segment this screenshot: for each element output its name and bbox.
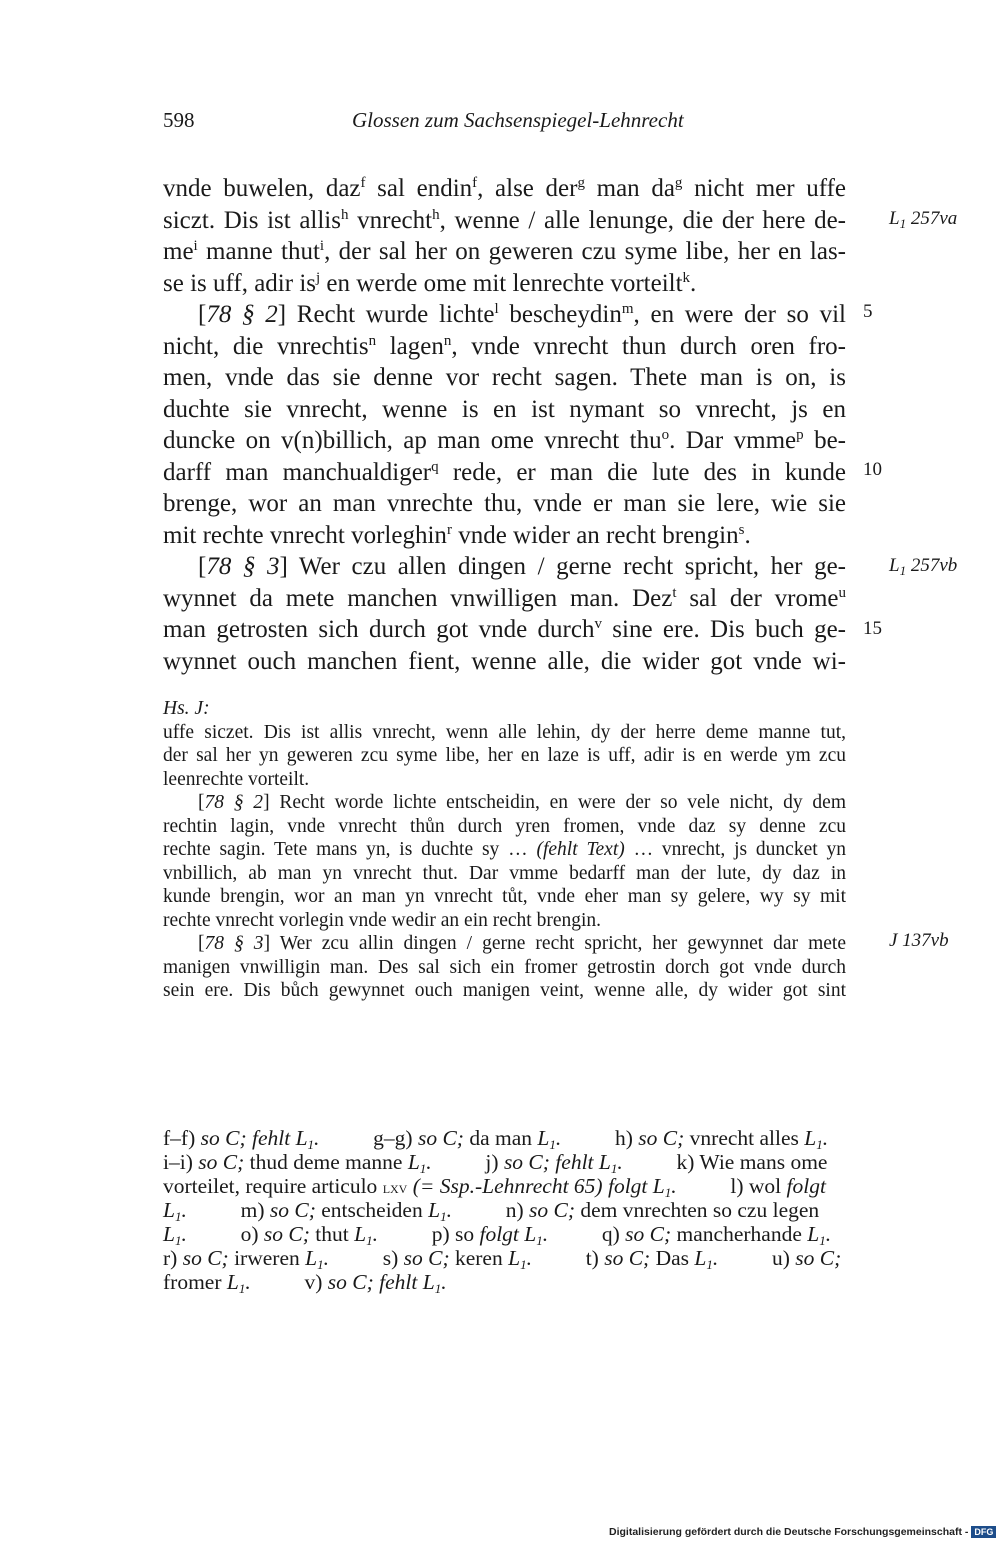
text-run: wynnet ouch manchen fient, wenne alle, die wider got vnde wi- — [163, 647, 846, 675]
text-run: sine ere. Dis buch ge- — [601, 616, 846, 643]
text-run: men, vnde das sie denne vor recht sagen. Thete man is on, is — [163, 364, 846, 391]
text-run: rechte vnrecht vorlegin vnde wedir an ein recht brengin. — [163, 909, 602, 931]
margin-folio-ref — [889, 208, 957, 230]
text-run: [ — [198, 301, 207, 328]
italic-run: L — [508, 1246, 521, 1270]
subscript: 1 — [816, 1137, 823, 1152]
italic-run: . — [245, 1270, 251, 1294]
text-run: lagen — [376, 332, 444, 360]
italic-run: L — [163, 1222, 175, 1246]
italic-run: . — [712, 1246, 719, 1270]
text-run: , alse der — [477, 175, 578, 202]
text-run: entscheiden — [315, 1198, 429, 1222]
apparatus-line — [163, 1150, 846, 1174]
text-run: 257vb — [906, 555, 958, 576]
italic-run: L — [354, 1222, 367, 1246]
footnote-marker: u — [838, 584, 847, 601]
italic-run: so C; — [795, 1246, 842, 1270]
subscript: 1 — [366, 1233, 373, 1248]
margin-folio-ref: J 137vb — [889, 930, 949, 951]
text-line — [163, 268, 846, 300]
italic-run: so C; — [263, 1222, 310, 1246]
text-run: L — [889, 555, 900, 576]
text-run: ] Wer czu allen dingen / gerne recht spricht, her ge- — [279, 553, 846, 580]
variant-line — [163, 791, 846, 815]
footnote-marker: h — [432, 206, 440, 223]
text-run: rechtin lagin, vnde vnrecht thůn durch yren fromen, vnde daz sy denne zcu — [163, 815, 846, 837]
text-run: thut — [309, 1222, 355, 1246]
text-line — [163, 425, 846, 457]
variant-line — [163, 768, 846, 792]
text-run: Das — [650, 1246, 695, 1270]
text-line — [163, 488, 846, 520]
text-line — [163, 205, 846, 237]
subscript: 1 — [307, 1137, 315, 1152]
apparatus-line — [163, 1198, 846, 1222]
italic-run: . — [542, 1222, 549, 1246]
italic-run: L — [305, 1246, 318, 1270]
text-run: f–f) — [163, 1126, 201, 1150]
footnote-marker: f — [360, 175, 366, 191]
text-run: [ — [198, 553, 207, 580]
footnote-marker: h — [340, 206, 349, 223]
text-run: keren — [449, 1246, 509, 1270]
italic-run: so C; — [625, 1222, 672, 1246]
digitization-credit — [609, 1526, 996, 1538]
text-run: … vnrecht, js duncket yn — [624, 839, 846, 860]
variant-line — [163, 932, 846, 956]
variant-line — [163, 979, 846, 1003]
italic-run: . — [822, 1126, 829, 1150]
subscript: 1 — [610, 1161, 618, 1176]
italic-run: 78 § 3 — [204, 933, 264, 954]
text-run: ] Recht wurde lichte — [277, 301, 495, 328]
text-run: vnrecht alles — [684, 1126, 805, 1150]
subscript: 1 — [819, 1233, 826, 1248]
footnote-marker: p — [796, 427, 804, 443]
text-run: wynnet da mete manchen vnwilligen man. Dez — [163, 584, 673, 612]
text-run: j) — [431, 1150, 504, 1174]
italic-run: so C; — [269, 1198, 316, 1222]
footnote-marker: g — [577, 175, 585, 191]
text-run: uffe siczet. Dis ist allis vnrecht, wenn alle lehin, dy der herre deme manne tut, — [163, 721, 846, 743]
folio-ref-text — [889, 208, 957, 229]
text-run: dem vnrechten so czu legen — [575, 1198, 820, 1222]
text-run: nicht, die vnrechtis — [163, 332, 369, 360]
text-run: , en were der so vil — [633, 301, 846, 328]
italic-run: . — [446, 1198, 452, 1222]
text-line — [163, 614, 846, 646]
text-run: mancherhande — [671, 1222, 808, 1246]
text-run: vnde wider an recht brengin — [451, 521, 739, 549]
subscript: 1 — [706, 1257, 713, 1272]
italic-run: so C; — [604, 1246, 651, 1270]
italic-run: . — [441, 1270, 447, 1294]
italic-run: so C; — [403, 1246, 450, 1270]
text-run: fromer — [163, 1270, 227, 1294]
text-line — [163, 551, 846, 583]
text-line — [163, 394, 846, 426]
italic-run: folgt L — [479, 1222, 537, 1246]
text-run: v) — [250, 1270, 328, 1294]
subscript: 1 — [549, 1137, 556, 1152]
footnote-marker: f — [472, 175, 478, 191]
text-run: h) — [561, 1126, 639, 1150]
italic-run: . — [526, 1246, 532, 1270]
text-run: . — [744, 521, 751, 549]
text-run: brenge, wor an man vnrechte thu, vnde er man sie lere, wie sie — [163, 490, 846, 517]
italic-run: so C; — [182, 1246, 229, 1270]
italic-run: so C; — [198, 1150, 245, 1174]
italic-run: . — [181, 1222, 187, 1246]
text-run: k) Wie mans ome — [622, 1150, 828, 1174]
italic-run: so C; — [529, 1198, 575, 1222]
critical-apparatus — [163, 1126, 846, 1294]
italic-run: so C; — [417, 1126, 464, 1150]
text-run: rede, er man die lute des in kunde — [438, 458, 846, 486]
text-run: nicht mer uffe — [682, 175, 847, 202]
footnote-marker: v — [594, 616, 602, 632]
italic-run: (= Ssp.-Lehnrecht 65) folgt L — [412, 1174, 665, 1198]
apparatus-line — [163, 1174, 846, 1198]
subscript: 1 — [317, 1257, 324, 1272]
footnote-marker: r — [446, 521, 452, 538]
manuscript-j-variant — [163, 697, 846, 1003]
text-run: s) — [328, 1246, 404, 1270]
variant-line — [163, 909, 846, 933]
text-run: se is uff, adir is — [163, 269, 316, 297]
text-run: i–i) — [163, 1150, 199, 1174]
footnote-marker: q — [431, 458, 439, 475]
italic-run: L — [407, 1150, 420, 1174]
credit-text: Digitalisierung gefördert durch die Deutsche Forschungsgemeinschaft - — [609, 1526, 969, 1538]
text-line — [163, 173, 846, 205]
text-line — [163, 236, 846, 268]
text-run: duchte sie vnrecht, wenne is en ist nymant so vnrecht, js en — [163, 395, 846, 423]
variant-line — [163, 862, 846, 886]
italic-run: folgt — [786, 1174, 826, 1198]
text-run: bescheydin — [498, 301, 622, 328]
subscript: 1 — [419, 1161, 427, 1176]
subscript: 1 — [520, 1257, 527, 1272]
subscript: 1 — [434, 1281, 442, 1296]
footnote-marker: k — [682, 269, 691, 286]
subscript: 1 — [664, 1185, 672, 1200]
text-run: irweren — [228, 1246, 306, 1270]
italic-run: L — [804, 1126, 817, 1150]
variant-line — [163, 744, 846, 768]
dfg-logo: DFG — [971, 1526, 996, 1538]
text-run: p) so — [377, 1222, 480, 1246]
variant-line — [163, 815, 846, 839]
text-run: siczt. Dis ist allis — [163, 206, 341, 234]
text-run: ] Recht worde lichte entscheidin, en were der so vele nicht, dy dem — [263, 792, 847, 813]
text-run: [ — [198, 792, 205, 813]
text-run: 257va — [906, 208, 958, 229]
subscript: 1 — [174, 1233, 182, 1248]
text-run: da man — [463, 1126, 538, 1150]
text-line — [163, 457, 846, 489]
text-run: vnde buwelen, daz — [163, 175, 361, 202]
text-line — [163, 583, 846, 615]
subscript: 1 — [238, 1281, 246, 1296]
text-line — [163, 646, 846, 678]
text-run: man da — [584, 175, 675, 202]
folio-ref-text — [889, 555, 957, 576]
text-run: darff man manchualdiger — [163, 458, 432, 486]
apparatus-line — [163, 1126, 846, 1150]
italic-run: . — [671, 1174, 677, 1198]
footnote-marker: i — [319, 238, 325, 254]
italic-run: . — [314, 1126, 320, 1150]
footnote-marker: t — [672, 584, 677, 601]
text-run: g–g) — [319, 1126, 418, 1150]
text-run: duncke on v(n)billich, ap man ome vnrecht thu — [163, 427, 662, 454]
apparatus-line — [163, 1222, 846, 1246]
line-number: 10 — [863, 459, 882, 480]
subscript: 1 — [536, 1233, 543, 1248]
italic-run: L — [428, 1198, 441, 1222]
margin-folio-ref — [889, 555, 957, 577]
italic-run: so C; — [638, 1126, 685, 1150]
italic-run: 78 § 3 — [206, 553, 280, 580]
text-run: t) — [531, 1246, 605, 1270]
subscript: 1 — [899, 563, 907, 578]
italic-run: L — [226, 1270, 239, 1294]
footnote-marker: g — [674, 175, 683, 191]
page-number: 598 — [163, 108, 195, 132]
text-run: der sal her yn geweren zcu syme libe, her en laze is uff, adir is en werde ym zcu — [163, 745, 846, 766]
variant-line — [163, 956, 846, 980]
text-run: u) — [718, 1246, 796, 1270]
text-run: [ — [198, 933, 205, 954]
text-run: q) — [548, 1222, 626, 1246]
footnote-marker: s — [738, 521, 745, 538]
variant-line — [163, 838, 846, 862]
italic-run: L — [537, 1126, 550, 1150]
text-run: , der sal her on geweren czu syme libe, her en las- — [324, 238, 846, 265]
text-run: leenrechte vorteilt. — [163, 768, 310, 790]
italic-run: . — [617, 1150, 623, 1174]
text-run: , wenne / alle lenunge, die der here de- — [439, 206, 846, 234]
subscript: 1 — [440, 1209, 447, 1224]
footnote-marker: l — [494, 301, 499, 317]
variant-line — [163, 721, 846, 745]
footnote-marker: n — [443, 332, 452, 349]
text-run: vnrecht — [348, 206, 433, 234]
italic-run: . — [426, 1150, 432, 1174]
italic-run: 78 § 2 — [206, 301, 278, 328]
text-run: r) — [163, 1246, 183, 1270]
line-number: 5 — [863, 301, 873, 322]
main-text — [163, 173, 846, 677]
apparatus-line — [163, 1246, 846, 1270]
italic-run: . — [555, 1126, 562, 1150]
footnote-marker: n — [368, 332, 377, 349]
text-run: manne thut — [197, 238, 320, 265]
text-run: manigen vnwilligin man. Des sal sich ein fromer getrostin dorch got vnde durch — [163, 956, 846, 978]
text-run: sein ere. Dis bůch gewynnet ouch manigen veint, wenne alle, dy wider got sint — [163, 980, 846, 1001]
italic-run: L — [163, 1198, 175, 1222]
italic-run: so C; fehlt L — [503, 1150, 611, 1174]
italic-run: so C; fehlt L — [200, 1126, 308, 1150]
italic-run: so C; fehlt L — [327, 1270, 435, 1294]
subscript: 1 — [899, 216, 907, 231]
text-run: sal endin — [365, 175, 473, 202]
small-caps-run: lxv — [382, 1178, 408, 1197]
text-line — [163, 299, 846, 331]
text-run: be- — [803, 427, 847, 454]
text-run: L — [889, 208, 900, 229]
text-line — [163, 362, 846, 394]
footnote-marker: m — [621, 301, 634, 317]
text-run: thud deme manne — [244, 1150, 408, 1174]
text-run: vnbillich, ab man yn vnrecht thut. Dar vmme bedarff man der lute, dy daz in — [163, 862, 846, 884]
footnote-marker: j — [316, 269, 321, 286]
text-run: . — [690, 269, 697, 297]
text-run: sal der vrome — [676, 584, 839, 612]
manuscript-label: Hs. J: — [163, 698, 210, 719]
text-run: , vnde vnrecht thun durch oren fro- — [451, 332, 846, 360]
variant-line — [163, 885, 846, 909]
text-run: man getrosten sich durch got vnde durch — [163, 616, 595, 643]
text-run: kunde brengin, wor an man yn vnrecht tůt, vnde eher man sy gelere, wy sy mit — [163, 886, 846, 907]
text-run: l) wol — [676, 1174, 787, 1198]
italic-run: L — [807, 1222, 820, 1246]
text-run: o) — [186, 1222, 264, 1246]
running-title: Glossen zum Sachsenspiegel-Lehnrecht — [352, 108, 684, 132]
text-run: ] Wer zcu allin dingen / gerne recht spricht, her gewynnet dar mete — [263, 933, 846, 954]
text-run: mit rechte vnrecht vorleghin — [163, 521, 447, 549]
italic-run: 78 § 2 — [204, 792, 264, 813]
footnote-marker: o — [661, 427, 670, 443]
line-number: 15 — [863, 618, 882, 639]
text-run: . Dar vmme — [669, 427, 797, 454]
text-line — [163, 331, 846, 363]
italic-run: . — [372, 1222, 378, 1246]
italic-run: L — [694, 1246, 707, 1270]
text-run: en werde ome mit lenrechte vorteilt — [320, 269, 683, 297]
italic-run: . — [323, 1246, 329, 1270]
apparatus-line — [163, 1270, 846, 1294]
text-line — [163, 520, 846, 552]
italic-run: . — [181, 1198, 187, 1222]
footnote-marker: i — [193, 238, 198, 254]
italic-run: (fehlt Text) — [536, 839, 625, 860]
italic-run: . — [825, 1222, 832, 1246]
text-run: vorteilet, require articulo — [163, 1174, 383, 1198]
text-run: rechte sagin. Tete mans yn, is duchte sy … — [163, 839, 537, 860]
text-run: me — [163, 238, 194, 265]
subscript: 1 — [174, 1209, 182, 1224]
text-run: m) — [186, 1198, 270, 1222]
text-run: n) — [451, 1198, 529, 1222]
